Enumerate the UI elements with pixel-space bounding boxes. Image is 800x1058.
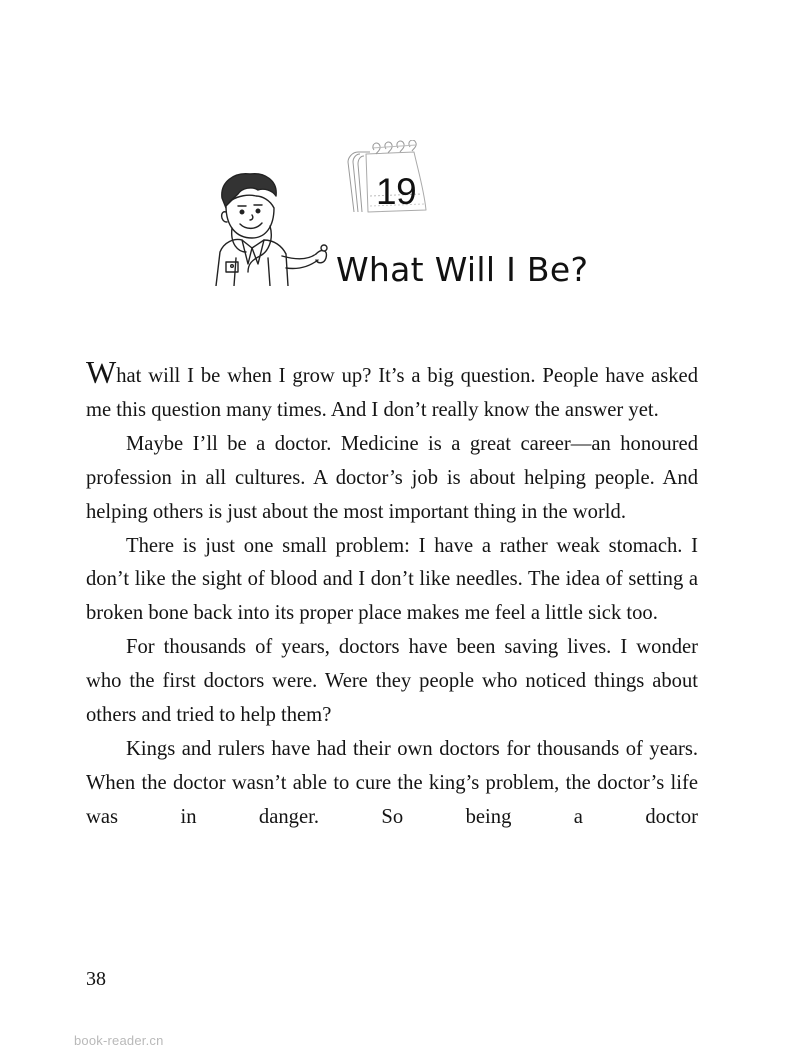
doctor-boy-illustration-icon (212, 168, 332, 286)
chapter-number: 19 (376, 171, 417, 212)
drop-initial: W (86, 354, 117, 390)
paragraph: There is just one small problem: I have a rather weak stomach. I don’t like the sight of blood and I don’t like needles. The idea of setting a broken bone back into its proper place makes me feel a little sick too. (86, 534, 698, 625)
watermark: book-reader.cn (74, 1033, 164, 1048)
page-number: 38 (86, 968, 106, 990)
chapter-title: What Will I Be? (336, 250, 589, 289)
chapter-body (86, 354, 698, 835)
paragraph: Kings and rulers have had their own doctors for thousands of years. When the doctor wasn’t able to cure the king’s problem, the doctor’s life was in danger. So being a doctor (86, 737, 698, 828)
paragraph (86, 354, 698, 428)
paragraph-text: hat will I be when I grow up? It’s a big question. People have asked me this question many times. And I don’t really know the answer yet. (86, 365, 698, 421)
paragraph: For thousands of years, doctors have been saving lives. I wonder who the first doctors were. Were they people who noticed things about others and tried to help them? (86, 636, 698, 727)
paragraph: Maybe I’ll be a doctor. Medicine is a great career—an honoured profession in all cultures. A doctor’s job is about helping people. And helping others is just about the most important thing in the world. (86, 432, 698, 523)
